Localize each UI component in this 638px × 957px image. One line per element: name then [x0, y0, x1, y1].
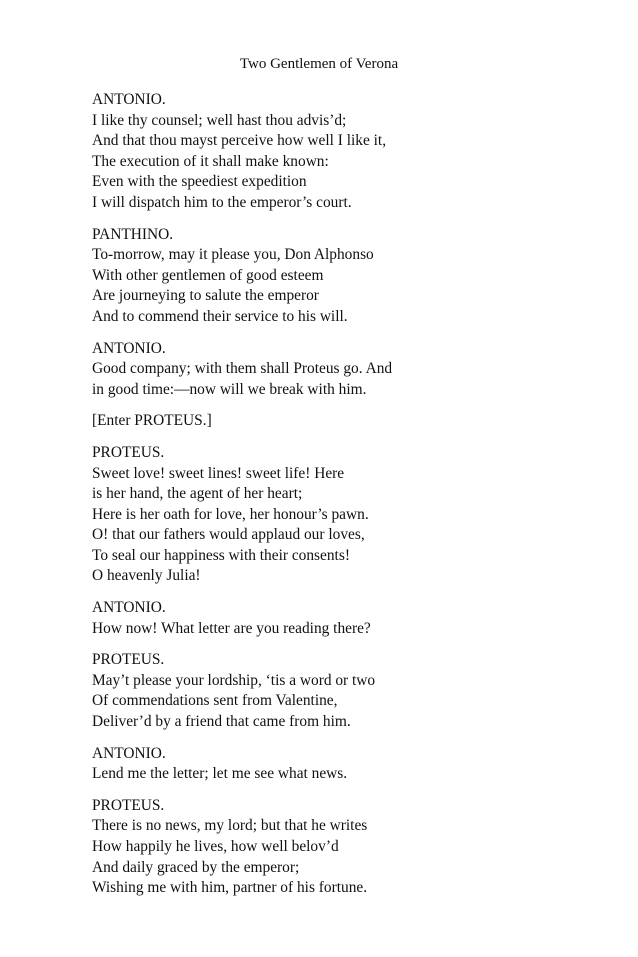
verse-line: There is no news, my lord; but that he writes: [92, 817, 368, 835]
verse-line: I will dispatch him to the emperor’s court.: [92, 193, 352, 211]
speech-block: [92, 650, 592, 732]
speaker-name: PROTEUS.: [92, 443, 165, 461]
verse-line: How now! What letter are you reading there?: [92, 619, 371, 637]
speaker-name: ANTONIO.: [92, 744, 166, 762]
verse-line: O heavenly Julia!: [92, 567, 201, 585]
verse-line: Lend me the letter; let me see what news.: [92, 765, 348, 783]
verse-line: Deliver’d by a friend that came from him.: [92, 713, 351, 731]
speech-block: [92, 225, 592, 328]
play-text: [92, 90, 592, 910]
speaker-name: PROTEUS.: [92, 651, 165, 669]
verse-line: And that thou mayst perceive how well I like it,: [92, 132, 387, 150]
verse-line: Are journeying to salute the emperor: [92, 287, 319, 305]
speaker-name: ANTONIO.: [92, 599, 166, 617]
verse-line: Even with the speediest expedition: [92, 173, 307, 191]
verse-line: I like thy counsel; well hast thou advis’d;: [92, 111, 347, 129]
verse-line: How happily he lives, how well belov’d: [92, 838, 339, 855]
speech-block: [92, 598, 592, 639]
speaker-name: PROTEUS.: [92, 796, 165, 814]
speech-block: [92, 744, 592, 785]
speaker-name: ANTONIO.: [92, 91, 166, 108]
verse-line: Sweet love! sweet lines! sweet life! Here: [92, 464, 345, 482]
speaker-name: PANTHINO.: [92, 225, 174, 243]
running-head-title: Two Gentlemen of Verona: [239, 56, 399, 72]
verse-line: Wishing me with him, partner of his fortune.: [92, 879, 368, 897]
verse-line: And to commend their service to his will.: [92, 307, 348, 325]
speech-block: [92, 339, 592, 401]
verse-line: O! that our fathers would applaud our loves,: [92, 526, 365, 544]
verse-line: With other gentlemen of good esteem: [92, 266, 324, 284]
verse-line: Here is her oath for love, her honour’s pawn.: [92, 505, 369, 523]
stage-direction-block: [92, 411, 592, 432]
speech-block: [92, 443, 592, 587]
speech-block: [92, 90, 592, 214]
stage-direction: [Enter PROTEUS.]: [92, 412, 212, 430]
verse-line: May’t please your lordship, ‘tis a word or two: [92, 671, 376, 689]
verse-line: Of commendations sent from Valentine,: [92, 692, 338, 710]
verse-line: Good company; with them shall Proteus go. And: [92, 360, 393, 378]
speech-block: [92, 796, 592, 899]
speaker-name: ANTONIO.: [92, 339, 166, 357]
verse-line: To-morrow, may it please you, Don Alphonso: [92, 246, 374, 264]
verse-line: in good time:—now will we break with him.: [92, 380, 367, 398]
verse-line: To seal our happiness with their consents!: [92, 546, 350, 564]
verse-line: And daily graced by the emperor;: [92, 858, 300, 876]
verse-line: The execution of it shall make known:: [92, 152, 329, 170]
verse-line: is her hand, the agent of her heart;: [92, 485, 303, 503]
